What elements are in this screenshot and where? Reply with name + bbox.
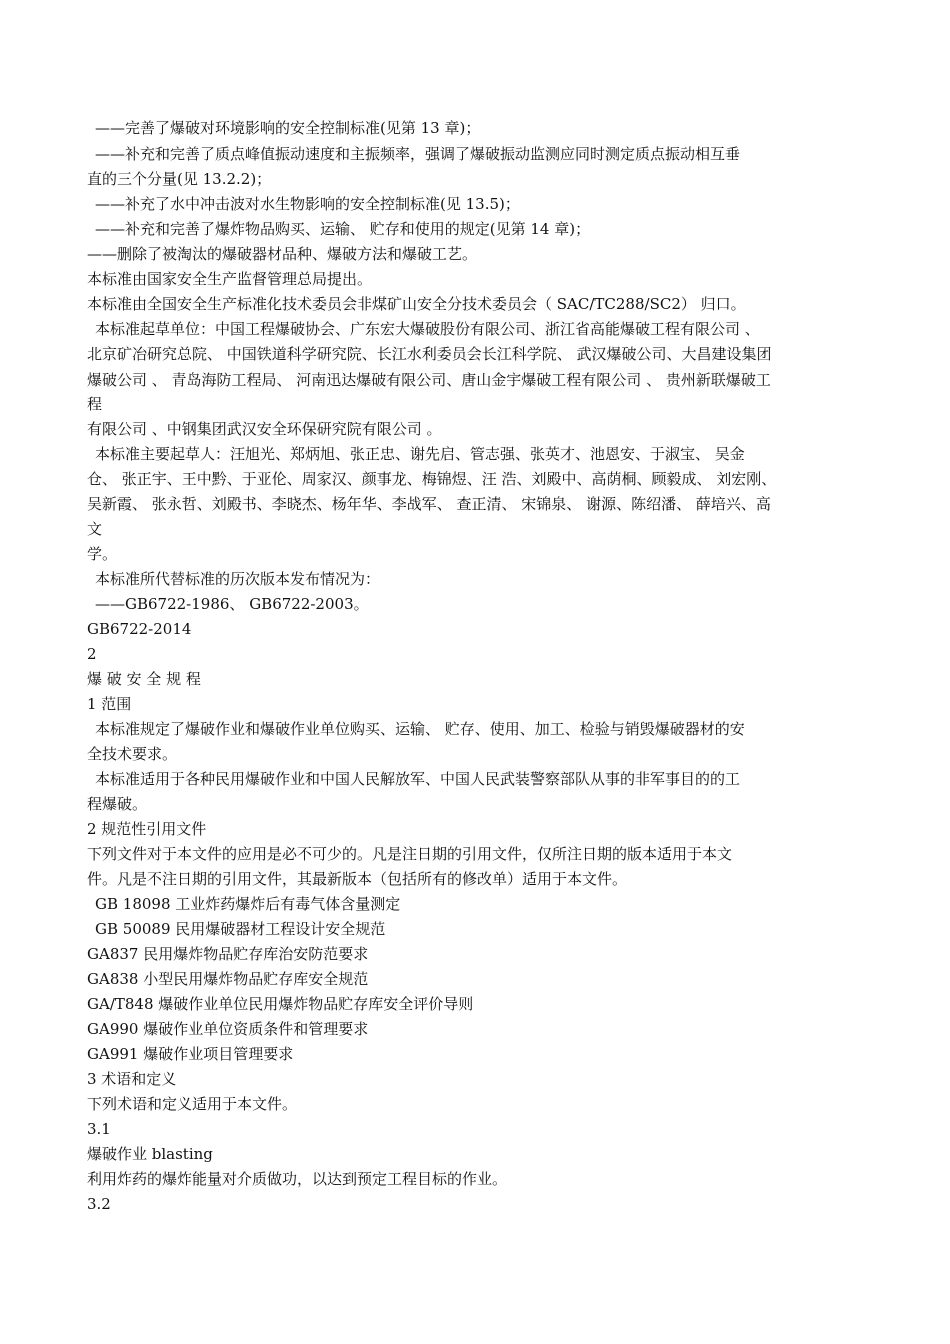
section-heading: 2 规范性引用文件 (87, 820, 207, 838)
section-heading: 1 范围 (87, 695, 132, 713)
text-line: ——删除了被淘汰的爆破器材品种、爆破方法和爆破工艺。 (87, 245, 478, 263)
text-line: 全技术要求。 (87, 745, 178, 763)
text-line: 本标准由国家安全生产监督管理总局提出。 (87, 270, 373, 288)
text-line: 学。 (87, 545, 118, 563)
reference-item: GA990 爆破作业单位资质条件和管理要求 (87, 1020, 369, 1038)
text-line: 下列术语和定义适用于本文件。 (87, 1095, 298, 1113)
text-line: 本标准所代替标准的历次版本发布情况为： (95, 570, 381, 588)
text-line: 本标准起草单位：中国工程爆破协会、广东宏大爆破股份有限公司、浙江省高能爆破工程有限公司 、 (95, 320, 760, 338)
reference-item: GB 50089 民用爆破器材工程设计安全规范 (95, 920, 386, 938)
text-line: ——完善了爆破对环境影响的安全控制标准(见第 13 章)； (95, 119, 481, 137)
text-line: 程 (87, 395, 103, 413)
text-line: 下列文件对于本文件的应用是必不可少的。凡是注日期的引用文件，仅所注日期的版本适用于本文 (87, 845, 733, 863)
text-line: ——补充和完善了质点峰值振动速度和主振频率，强调了爆破振动监测应同时测定质点振动相互垂 (95, 145, 741, 163)
reference-item: GA838 小型民用爆炸物品贮存库安全规范 (87, 970, 369, 988)
text-line: ——GB6722-1986、 GB6722-2003。 (95, 595, 369, 613)
text-line: 北京矿冶研究总院、 中国铁道科学研究院、长江水利委员会长江科学院、 武汉爆破公司、大昌建设集团 (87, 345, 772, 363)
text-line: 件。凡是不注日期的引用文件，其最新版本（包括所有的修改单）适用于本文件。 (87, 870, 628, 888)
text-line: 利用炸药的爆炸能量对介质做功，以达到预定工程目标的作业。 (87, 1170, 508, 1188)
document-title: 爆 破 安 全 规 程 (87, 670, 201, 688)
term-heading: 爆破作业 blasting (87, 1145, 213, 1163)
text-line: ——补充和完善了爆炸物品购买、运输、 贮存和使用的规定(见第 14 章)； (95, 220, 591, 238)
text-line: ——补充了水中冲击波对水生物影响的安全控制标准(见 13.5)； (95, 195, 520, 213)
text-line: 本标准由全国安全生产标准化技术委员会非煤矿山安全分技术委员会（ SAC/TC288/SC2） 归口。 (87, 295, 746, 313)
clause-number: 3.2 (87, 1195, 111, 1213)
reference-item: GA/T848 爆破作业单位民用爆炸物品贮存库安全评价导则 (87, 995, 474, 1013)
page-number: 2 (87, 645, 97, 663)
text-line: 直的三个分量(见 13.2.2)； (87, 170, 272, 188)
reference-item: GB 18098 工业炸药爆炸后有毒气体含量测定 (95, 895, 401, 913)
text-line: 吴新霞、 张永哲、刘殿书、李晓杰、杨年华、李战军、 查正清、 宋锦泉、 谢源、陈绍潘、 薛培兴、高 (87, 495, 771, 513)
text-line: 本标准主要起草人：汪旭光、郑炳旭、张正忠、谢先启、管志强、张英才、池恩安、于淑宝、 吴金 (95, 445, 745, 463)
text-line: 有限公司 、中钢集团武汉安全环保研究院有限公司 。 (87, 420, 442, 438)
text-line: 文 (87, 520, 103, 538)
document-code: GB6722-2014 (87, 620, 192, 638)
reference-item: GA991 爆破作业项目管理要求 (87, 1045, 294, 1063)
text-line: 本标准规定了爆破作业和爆破作业单位购买、运输、 贮存、使用、加工、检验与销毁爆破器材的安 (95, 720, 745, 738)
clause-number: 3.1 (87, 1120, 111, 1138)
reference-item: GA837 民用爆炸物品贮存库治安防范要求 (87, 945, 369, 963)
text-line: 仓、 张正宇、王中黔、于亚伦、周家汉、颜事龙、梅锦煜、汪 浩、刘殿中、高荫桐、顾毅成、 刘宏刚、 (87, 470, 777, 488)
text-line: 本标准适用于各种民用爆破作业和中国人民解放军、中国人民武装警察部队从事的非军事目的的工 (95, 770, 741, 788)
text-line: 程爆破。 (87, 795, 148, 813)
section-heading: 3 术语和定义 (87, 1070, 177, 1088)
text-line: 爆破公司 、 青岛海防工程局、 河南迅达爆破有限公司、唐山金宇爆破工程有限公司 、 贵州新联爆破工 (87, 371, 771, 389)
